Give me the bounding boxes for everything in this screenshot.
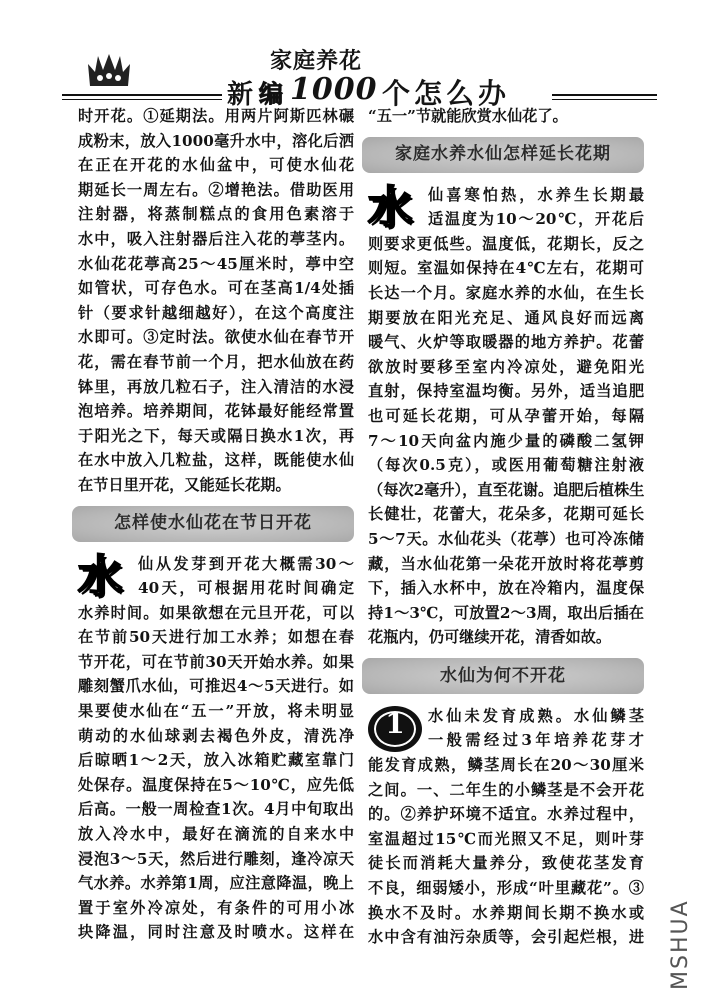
text-line: 之间。一、二年生的小鳞茎是不会开花: [368, 780, 644, 799]
masthead: [62, 44, 662, 110]
text-line: 置于室外冷凉处，有条件的可用小冰: [78, 898, 354, 917]
text-line: 成粉末，放入1000毫升水中，溶化后洒: [78, 131, 354, 150]
text-line: 在节前50天进行加工水养；如想在春: [78, 628, 354, 647]
text-line: 5～7天。水仙花头（花葶）也可冷冻储: [368, 529, 644, 548]
text-line: 在水中放入几粒盐，这样，既能使水仙: [78, 451, 354, 470]
text-line: 藏，当水仙花第一朵花开放时将花葶剪: [368, 554, 644, 573]
left-intro-paragraph: [78, 104, 354, 498]
holiday-bloom-paragraph: [78, 552, 354, 946]
text-line: 气水养。水养第1周，应注意降温，晚上: [78, 874, 354, 893]
text-line: 放入冷水中，最好在滴流的自来水中: [78, 825, 354, 844]
text-line: 后晾晒1～2天，放入冰箱贮藏室靠门: [78, 751, 354, 770]
right-column: [368, 104, 644, 950]
text-line: 下，插入水杯中，放在冷箱内，温度保: [368, 579, 644, 598]
text-line: 花瓶内，仍可继续开花，清香如故。: [368, 628, 611, 647]
text-line: 后高。一般一周检查1次。4月中旬取出: [78, 800, 354, 819]
text-line: 块降温，同时注意及时喷水。这样在: [78, 923, 354, 942]
text-line: 仙喜寒怕热，水养生长期最: [428, 185, 644, 204]
text-line: 不良，细弱矮小，形成“叶里藏花”。③: [368, 879, 644, 898]
text-line: 暖气、火炉等取暖器的地方养护。花蕾: [368, 333, 644, 352]
masthead-suffix: 个怎么办: [382, 77, 511, 110]
text-line: 时开花。①延期法。用两片阿斯匹林碾: [78, 107, 354, 125]
text-line: 浸泡3～5天，然后进行雕刻，逢冷凉天: [78, 849, 354, 868]
text-line: 水仙花花葶高25～45厘米时，葶中空: [78, 254, 354, 273]
text-line: 萌动的水仙球剥去褐色外皮，清洗净: [78, 726, 354, 745]
text-line: 花，需在春节前一个月，把水仙放在药: [78, 352, 354, 371]
not-blooming-paragraph: [368, 704, 644, 950]
masthead-number: 1000: [290, 72, 378, 107]
dropcap-shui: 水: [78, 550, 122, 602]
text-line: 果要使水仙在“五一”开放，将未明显: [78, 702, 354, 721]
right-intro-paragraph: [368, 104, 644, 129]
watermark: MSHUA: [668, 899, 693, 990]
text-line: 则要求更低些。温度低，花期长，反之: [368, 234, 644, 253]
text-line: 40天，可根据用花时间确定: [138, 579, 354, 598]
masthead-subtitle: 家庭养花: [270, 48, 363, 74]
text-line: 徒长而消耗大量养分，致使花茎发育: [368, 854, 644, 873]
text-line: 则短。室温如保持在4℃左右，花期可: [368, 259, 644, 278]
text-line: 在节日里开花，又能延长花期。: [78, 475, 291, 494]
text-line: 泡培养。培养期间，花钵最好能经常置: [78, 402, 354, 421]
text-line: 7～10天向盆内施少量的磷酸二氢钾: [368, 431, 644, 450]
text-line: 仙从发芽到开花大概需30～: [138, 554, 354, 573]
text-line: 长健壮，花蕾大，花朵多，花期可延长: [368, 505, 644, 524]
text-line: 雕刻蟹爪水仙，可推迟4～5天进行。如: [78, 677, 354, 696]
text-line: 于阳光之下，每天或隔日换水1次，再: [78, 426, 354, 445]
left-column: [78, 104, 354, 945]
text-line: 水养时间。如果欲想在元旦开花，可以: [78, 603, 354, 622]
circled-number-one-icon: 1: [368, 706, 422, 752]
text-line: 针（要求针越细越好），在这个高度注: [78, 303, 354, 322]
section-heading-extend-bloom: 家庭水养水仙怎样延长花期: [362, 137, 644, 173]
text-line: 水中，吸入注射器后注入花的葶茎内。: [78, 229, 354, 248]
section-heading-holiday-bloom: 怎样使水仙花在节日开花: [72, 506, 354, 542]
text-line: （每次0.5克），或医用葡萄糖注射液: [368, 456, 644, 475]
text-line: 适温度为10～20℃，开花后: [428, 210, 644, 229]
text-line: 如管状，可存色水。可在茎高1/4处插: [78, 279, 354, 298]
text-line: 水仙未发育成熟。水仙鳞茎: [428, 706, 644, 725]
section-heading-not-blooming: 水仙为何不开花: [362, 658, 644, 694]
text-line: 在正在开花的水仙盆中，可使水仙花: [78, 156, 354, 175]
text-line: 水即可。③定时法。欲使水仙在春节开: [78, 328, 354, 347]
text-line: 的。②养护环境不适宜。水养过程中，: [368, 805, 644, 824]
text-line: 也可延长花期，可从孕蕾开始，每隔: [368, 406, 644, 425]
extend-bloom-paragraph: [368, 183, 644, 650]
text-line: 注射器，将蒸制糕点的食用色素溶于: [78, 205, 354, 224]
text-line: 能发育成熟，鳞茎周长在20～30厘米: [368, 756, 644, 775]
text-line: 直射，保持室温均衡。另外，适当追肥: [368, 382, 644, 401]
masthead-rule-left: [62, 94, 222, 100]
text-line: 水中含有油污杂质等，会引起烂根，进: [368, 928, 644, 947]
text-line: 钵里，再放几粒石子，注入清洁的水浸: [78, 377, 354, 396]
dropcap-shui: 水: [368, 181, 412, 233]
masthead-prefix-new: 新: [227, 80, 254, 110]
masthead-rule-right: [552, 94, 657, 100]
text-line: 持1～3℃，可放置2～3周，取出后插在: [368, 603, 644, 622]
text-line: 处保存。温度保持在5～10℃，应先低: [78, 775, 354, 794]
text-line: 节开花，可在节前30天开始水养。如果: [78, 652, 354, 671]
text-line: 一般需经过3年培养花芽才: [428, 731, 644, 750]
text-line: （每次2毫升），直至花谢。追肥后植株生: [368, 480, 645, 499]
masthead-prefix-bian: 编: [259, 80, 283, 108]
text-line: 换水不及时。水养期间长期不换水或: [368, 903, 644, 922]
text-line: 期延长一周左右。②增艳法。借助医用: [78, 180, 354, 199]
crown-flower-icon: [86, 52, 132, 88]
text-line: “五一”节就能欣赏水仙花了。: [368, 107, 568, 125]
text-line: 室温超过15℃而光照又不足，则叶芽: [368, 829, 644, 848]
text-line: 期要放在阳光充足、通风良好而远离: [368, 308, 644, 327]
text-line: 长达一个月。家庭水养的水仙，在生长: [368, 283, 644, 302]
text-line: 欲放时要移至室内冷凉处，避免阳光: [368, 357, 644, 376]
